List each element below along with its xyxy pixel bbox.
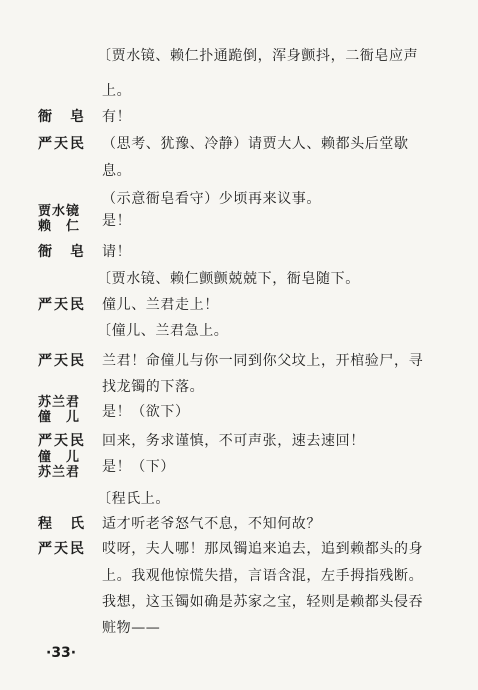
speaker-name: 贾水镜 bbox=[38, 204, 81, 219]
dialogue-text: 上。 bbox=[102, 83, 132, 99]
speaker-group bbox=[38, 395, 80, 425]
speaker-name: 严天民 bbox=[38, 136, 86, 152]
dialogue-text: 是！ bbox=[102, 213, 132, 229]
dialogue-text: 我想，这玉镯如确是苏家之宝，轻则是赖都头侵吞 bbox=[102, 594, 424, 610]
speaker-name: 僮 儿 bbox=[38, 450, 81, 465]
stage-direction: 〔僮儿、兰君急上。 bbox=[97, 323, 229, 339]
speaker-name: 衙 皂 bbox=[38, 244, 86, 260]
dialogue-text: 找龙镯的下落。 bbox=[102, 379, 205, 395]
dialogue-text: （思考、犹豫、冷静）请贾大人、赖都头后堂歇 bbox=[102, 136, 409, 152]
stage-direction: 〔贾水镜、赖仁扑通跪倒，浑身颤抖，二衙皂应声 bbox=[97, 48, 419, 64]
dialogue-text: 哎呀，夫人哪！那凤镯追来追去，追到赖都头的身 bbox=[102, 541, 424, 557]
speaker-name: 严天民 bbox=[38, 353, 86, 369]
dialogue-text: 是！（欲下） bbox=[102, 404, 190, 420]
dialogue-text: 息。 bbox=[102, 163, 132, 179]
stage-direction: 〔贾水镜、赖仁颤颤兢兢下，衙皂随下。 bbox=[97, 271, 360, 287]
dialogue-text: 兰君！命僮儿与你一同到你父坟上，开棺验尸，寻 bbox=[102, 353, 424, 369]
speaker-group bbox=[38, 204, 80, 234]
speaker-name: 衙 皂 bbox=[38, 109, 86, 125]
stage-direction: 〔程氏上。 bbox=[97, 491, 170, 507]
dialogue-text: 适才听老爷怒气不息，不知何故？ bbox=[102, 516, 321, 532]
page-number: ·33· bbox=[46, 645, 77, 661]
dialogue-text: 回来，务求谨慎，不可声张，速去速回！ bbox=[102, 433, 365, 449]
speaker-group bbox=[38, 450, 80, 480]
dialogue-text: 僮儿、兰君走上！ bbox=[102, 297, 219, 313]
speaker-name: 程 氏 bbox=[38, 516, 86, 532]
dialogue-text: （示意衙皂看守）少顷再来议事。 bbox=[102, 191, 321, 207]
speaker-name: 严天民 bbox=[38, 297, 86, 313]
speaker-name: 苏兰君 bbox=[38, 465, 81, 480]
dialogue-text: 赃物—— bbox=[102, 620, 161, 636]
speaker-name: 苏兰君 bbox=[38, 395, 81, 410]
dialogue-text: 是！（下） bbox=[102, 459, 175, 475]
speaker-name: 赖 仁 bbox=[38, 219, 81, 234]
dialogue-text: 有！ bbox=[102, 109, 132, 125]
speaker-name: 僮 儿 bbox=[38, 410, 81, 425]
speaker-name: 严天民 bbox=[38, 433, 86, 449]
dialogue-text: 请！ bbox=[102, 244, 132, 260]
speaker-name: 严天民 bbox=[38, 541, 86, 557]
dialogue-text: 上。我观他惊慌失措，言语含混，左手拇指残断。 bbox=[102, 568, 424, 584]
